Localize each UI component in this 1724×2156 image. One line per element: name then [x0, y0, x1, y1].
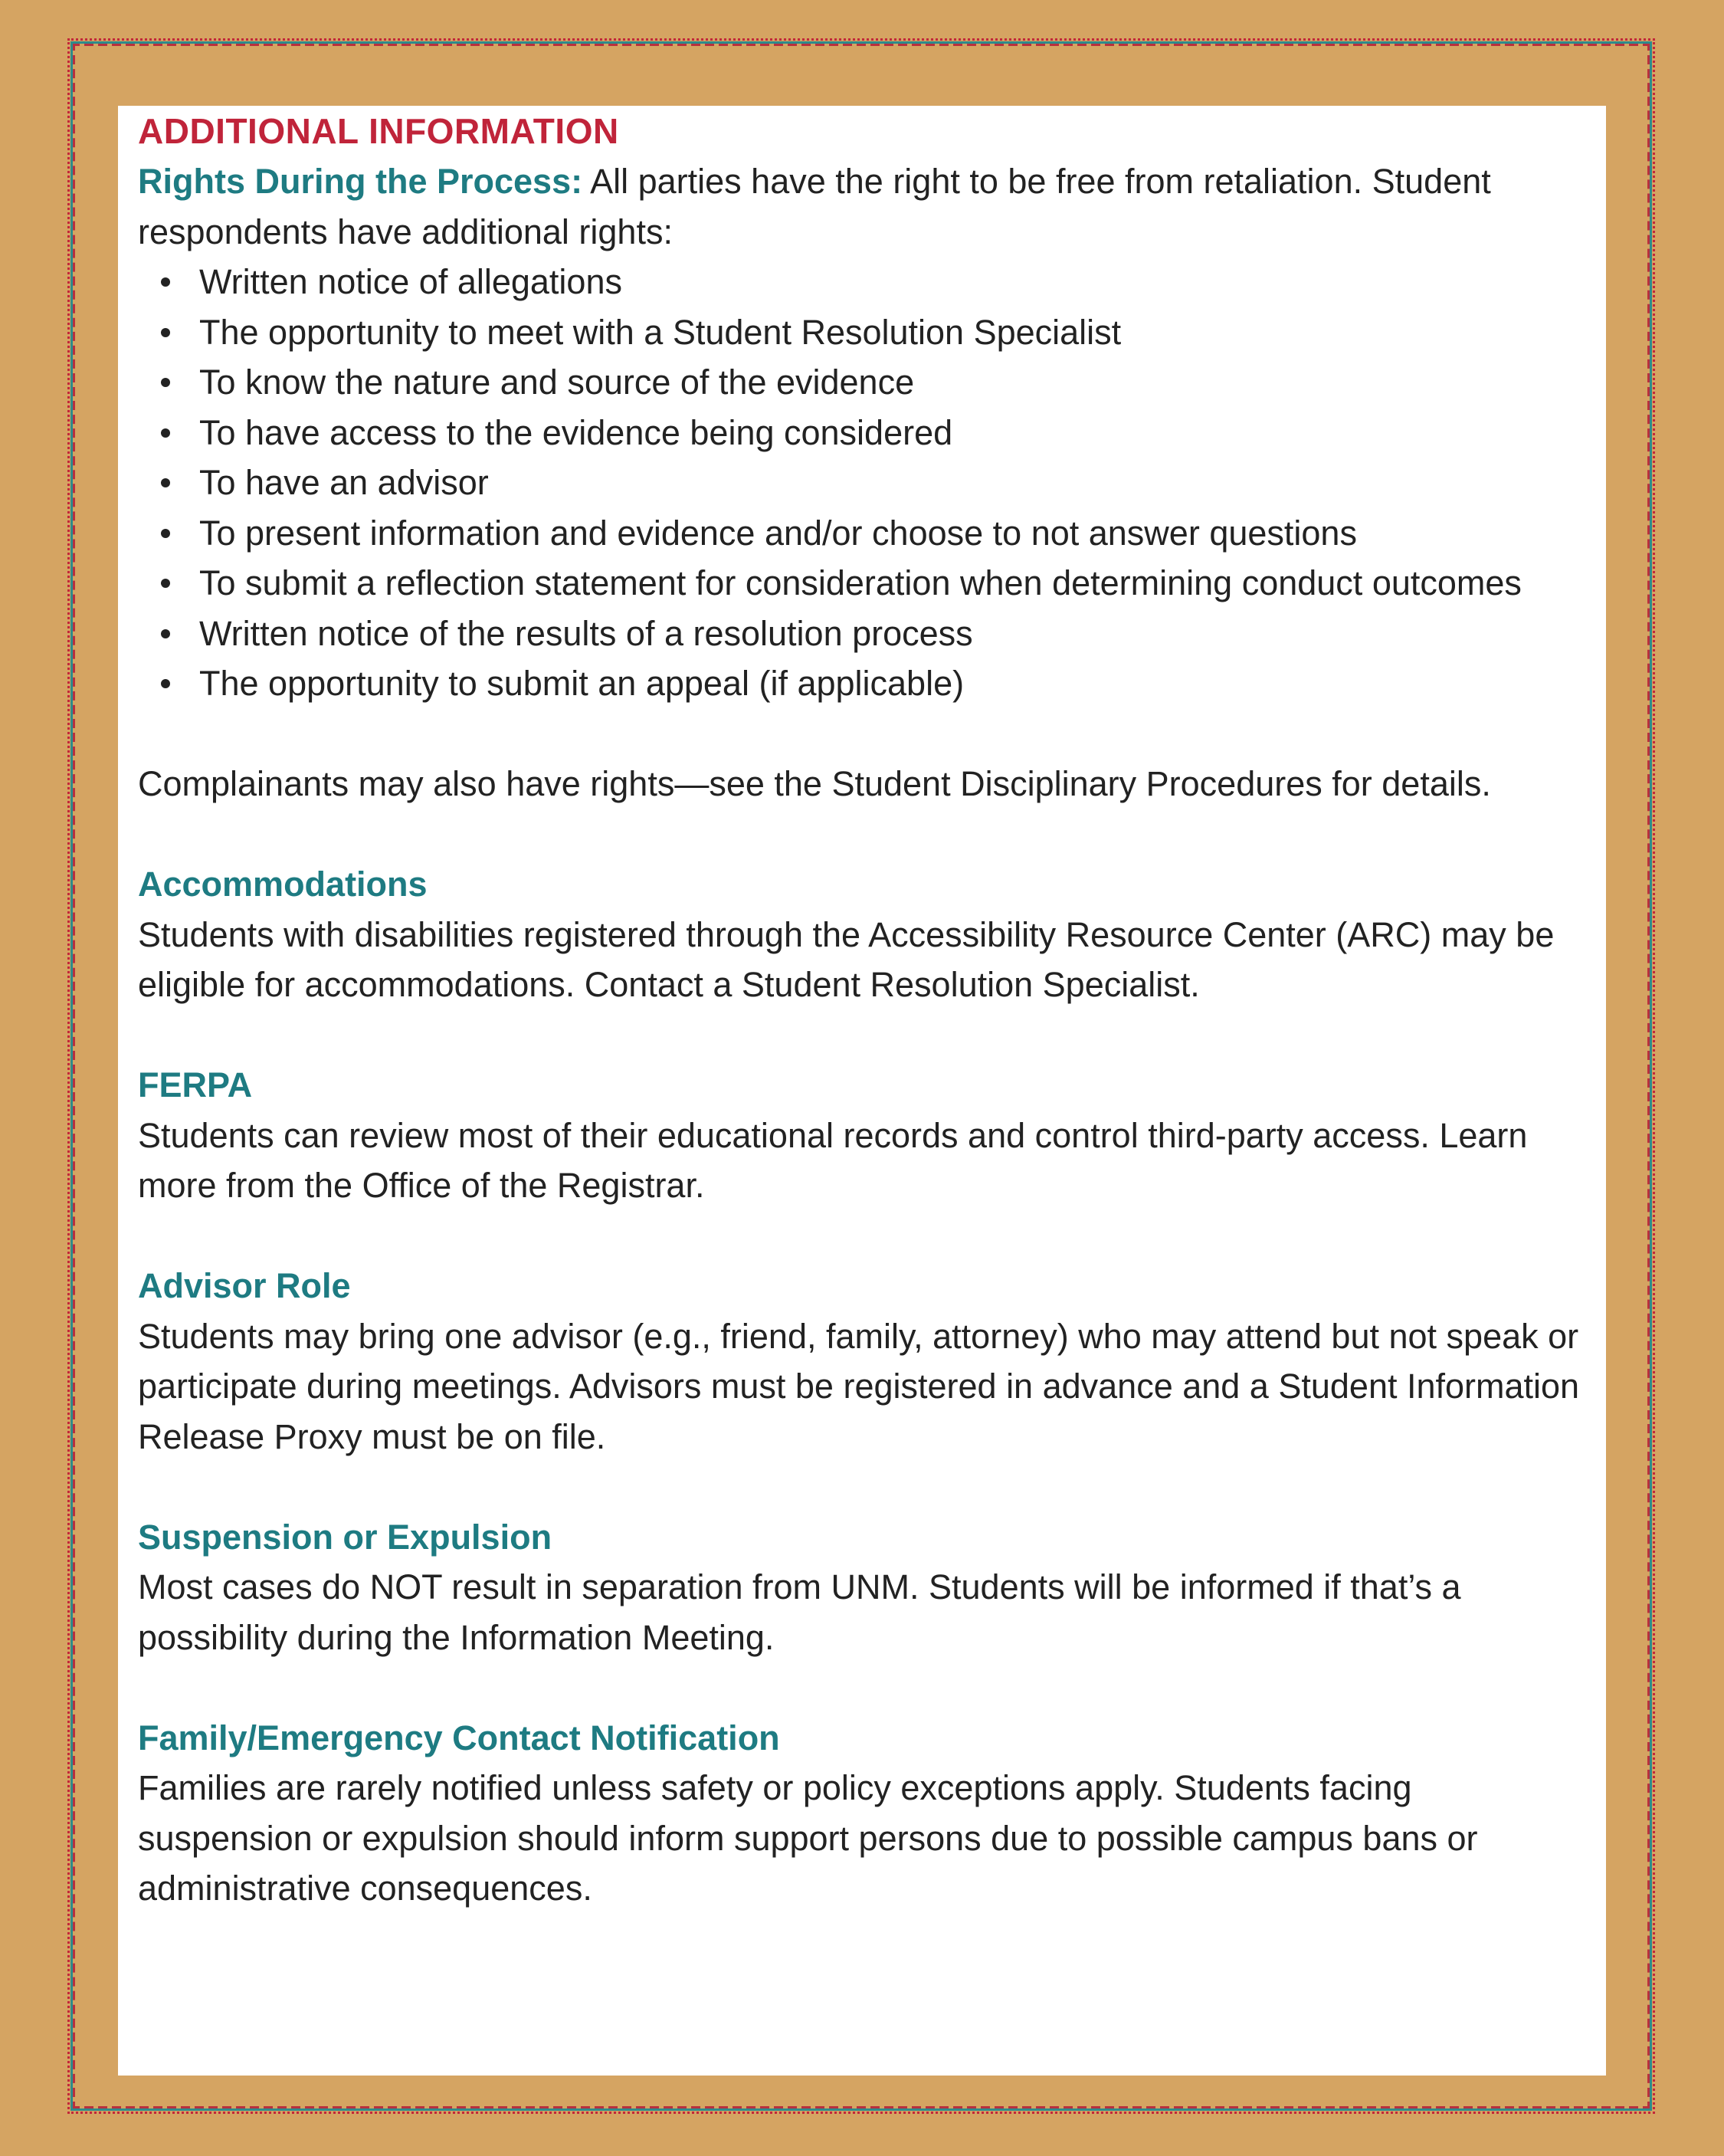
family-notification-heading: Family/Emergency Contact Notification	[138, 1718, 780, 1757]
rights-intro-text: All parties have the right to be free from retaliation. Student respondents have additional rights:	[138, 162, 1491, 251]
list-item: To submit a reflection statement for consideration when determining conduct outcomes	[199, 558, 1591, 609]
advisor-role-body: Students may bring one advisor (e.g., friend, family, attorney) who may attend but not speak or participate during meetings. Advisors must be registered in advance and a Student Information Release Proxy must be on file.	[138, 1316, 1580, 1456]
list-item: To have access to the evidence being considered	[199, 408, 1591, 458]
rights-intro	[138, 156, 1591, 257]
content-panel	[118, 106, 1606, 2076]
ferpa-body: Students can review most of their educational records and control third-party access. Learn more from the Office of the Registrar.	[138, 1115, 1528, 1205]
complainants-note: Complainants may also have rights—see the Student Disciplinary Procedures for details.	[138, 764, 1491, 803]
suspension-body: Most cases do NOT result in separation from UNM. Students will be informed if that’s a possibility during the Information Meeting.	[138, 1567, 1461, 1657]
list-item: Written notice of the results of a resolution process	[199, 609, 1591, 659]
list-item: To have an advisor	[199, 458, 1591, 508]
advisor-role-heading: Advisor Role	[138, 1266, 351, 1305]
list-item: To know the nature and source of the evidence	[199, 357, 1591, 408]
list-item: Written notice of allegations	[199, 257, 1591, 307]
accommodations-body: Students with disabilities registered through the Accessibility Resource Center (ARC) may be eligible for accommodations. Contact a Student Resolution Specialist.	[138, 914, 1555, 1004]
list-item: To present information and evidence and/or choose to not answer questions	[199, 508, 1591, 559]
rights-list	[138, 257, 1591, 709]
ferpa-heading: FERPA	[138, 1065, 253, 1104]
suspension-heading: Suspension or Expulsion	[138, 1517, 552, 1557]
rights-heading: Rights During the Process:	[138, 162, 583, 201]
list-item: The opportunity to submit an appeal (if applicable)	[199, 658, 1591, 709]
accommodations-heading: Accommodations	[138, 865, 428, 904]
family-notification-body: Families are rarely notified unless safety or policy exceptions apply. Students facing suspension or expulsion should inform support persons due to possible campus bans or administrative consequences.	[138, 1768, 1478, 1908]
list-item: The opportunity to meet with a Student Resolution Specialist	[199, 307, 1591, 358]
page-title: ADDITIONAL INFORMATION	[138, 111, 619, 151]
